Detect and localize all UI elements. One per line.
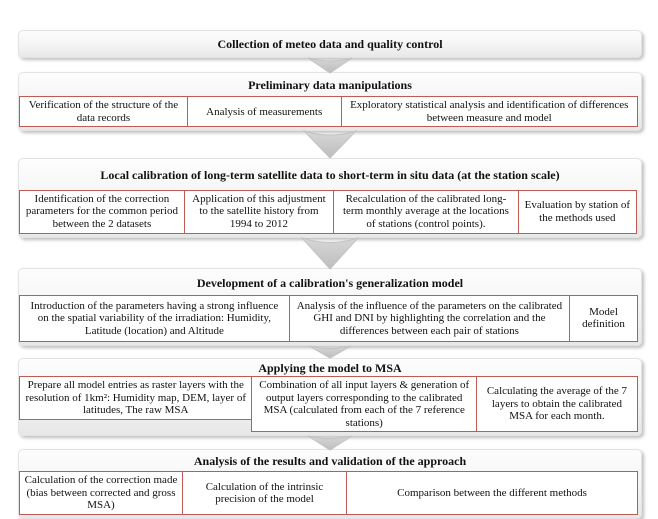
- flow-step: Model definition: [569, 295, 638, 342]
- step-row: [19, 471, 641, 518]
- section-title: Collection of meteo data and quality control: [217, 37, 443, 51]
- step-row: [19, 295, 641, 345]
- flow-step: Introduction of the parameters having a strong influence on the spatial variability of the irradiation: Humidity, Latitude (location) and Altitude: [19, 295, 290, 342]
- flow-step: Identification of the correction parameters for the common period between the 2 datasets: [19, 190, 185, 234]
- down-arrow-icon: [307, 435, 353, 451]
- section-title: Development of a calibration's generalization model: [196, 275, 464, 290]
- step-row: [19, 190, 641, 237]
- section-local-calibration: [18, 158, 642, 237]
- section-preliminary: [18, 72, 642, 131]
- section-title: Local calibration of long-term satellite data to short-term in situ data (at the station scale): [100, 168, 560, 183]
- down-arrow-icon: [308, 345, 352, 359]
- section-title: Analysis of the results and validation of the approach: [193, 454, 467, 469]
- down-arrow-icon: [303, 130, 357, 159]
- flow-step: Calculation of the correction made (bias between corrected and gross MSA): [19, 471, 183, 515]
- section-collection: [18, 30, 642, 58]
- section-generalization-model: [18, 268, 642, 346]
- section-title: Applying the model to MSA: [258, 360, 402, 375]
- flow-step: Comparison between the different methods: [346, 471, 638, 515]
- flow-step: Verification of the structure of the data records: [19, 96, 188, 127]
- down-arrow-icon: [307, 57, 353, 74]
- flow-connector: [18, 131, 642, 158]
- flow-step: Recalculation of the calibrated long-term monthly average at the locations of stations (control points).: [333, 190, 519, 234]
- flow-connector: [18, 436, 642, 449]
- section-title: Preliminary data manipulations: [248, 78, 412, 93]
- step-row: [19, 376, 641, 435]
- flow-step: Analysis of measurements: [187, 96, 342, 127]
- section-results-validation: [18, 449, 642, 519]
- flow-step: Prepare all model entries as raster layers with the resolution of 1km²: Humidity map, DEM, layer of latitudes, The raw MSA: [19, 376, 252, 420]
- section-applying-model: [18, 358, 642, 436]
- flow-step: Exploratory statistical analysis and identification of differences between measure and model: [341, 96, 638, 127]
- flow-step: Calculating the average of the 7 layers to obtain the calibrated MSA for each month.: [476, 376, 638, 432]
- flow-step: Calculation of the intrinsic precision of the model: [182, 471, 347, 515]
- down-arrow-icon: [301, 237, 359, 270]
- flow-step: Evaluation by station of the methods used: [518, 190, 637, 234]
- flow-step: Application of this adjustment to the satellite history from 1994 to 2012: [184, 190, 334, 234]
- flow-connector: [18, 58, 642, 72]
- flow-connector: [18, 346, 642, 358]
- flow-step: Analysis of the influence of the parameters on the calibrated GHI and DNI by highlighting the correlation and the differences between each pair of stations: [289, 295, 570, 342]
- step-row: [19, 96, 641, 130]
- flow-step: Combination of all input layers & generation of output layers corresponding to the calibrated MSA (calculated from each of the 7 reference stations): [251, 376, 476, 432]
- flow-connector: [18, 238, 642, 268]
